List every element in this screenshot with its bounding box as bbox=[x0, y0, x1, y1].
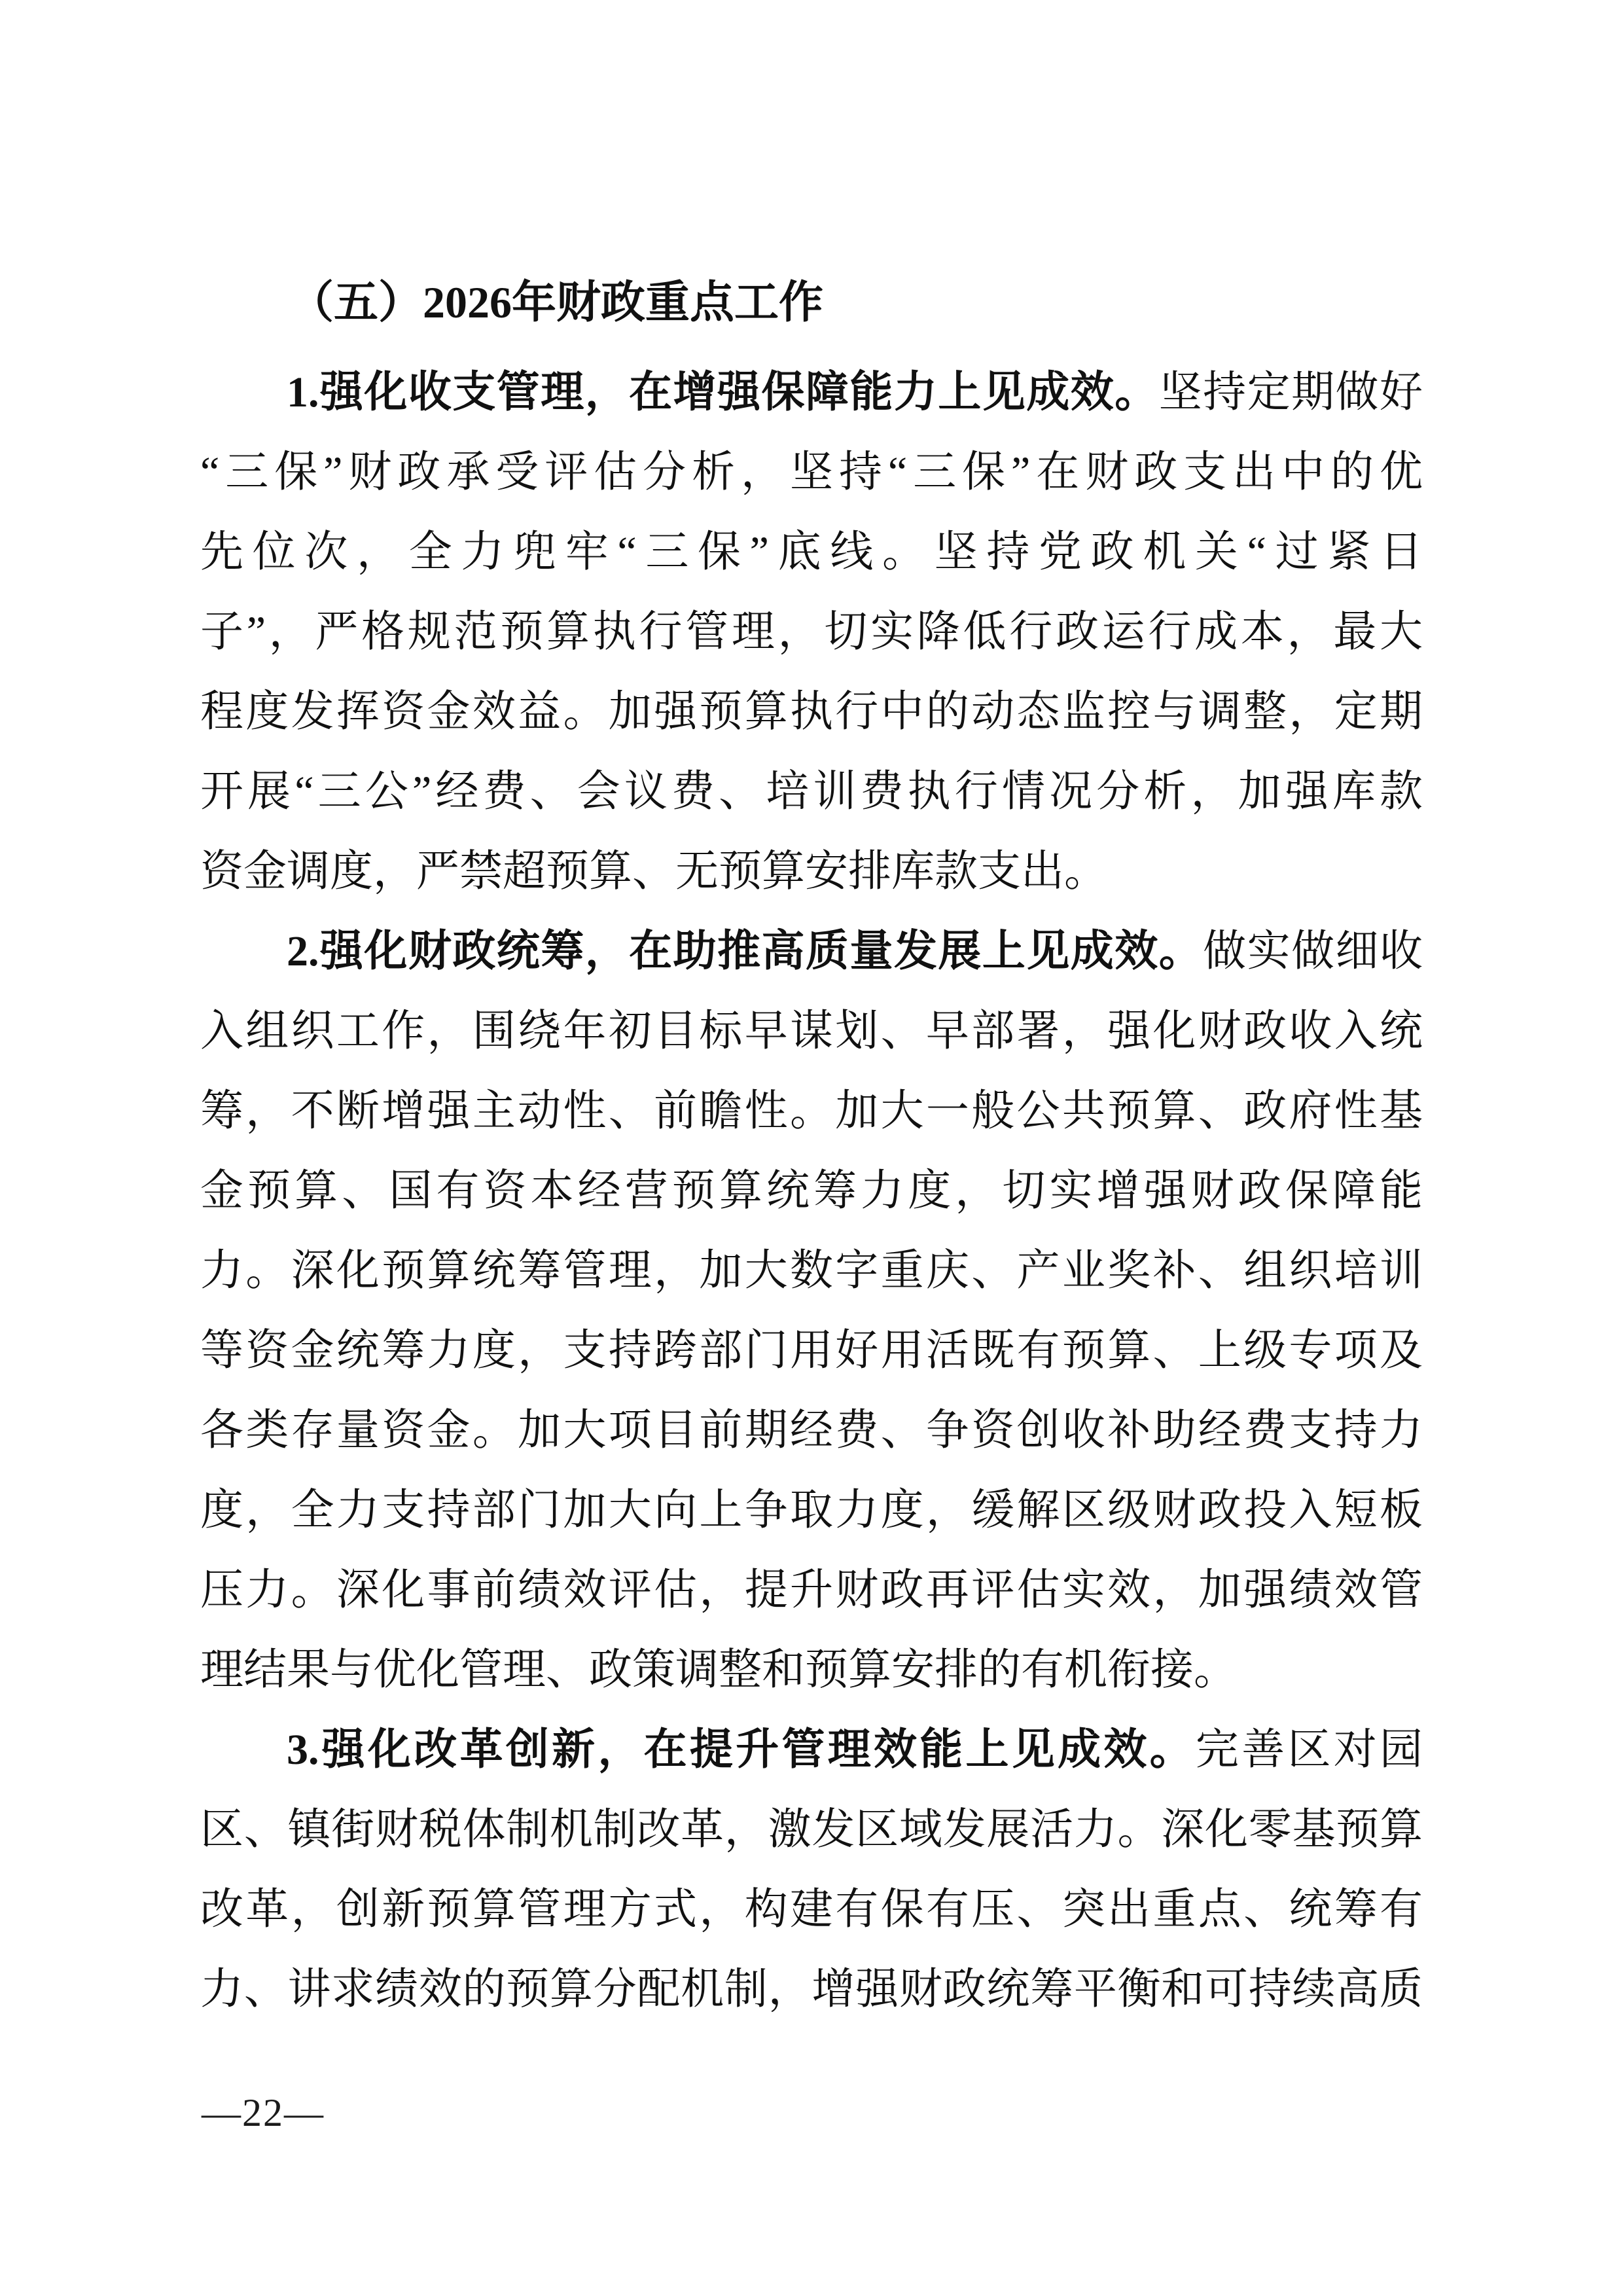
text-line bbox=[200, 1471, 1423, 1551]
text-line bbox=[200, 1151, 1423, 1231]
text-line bbox=[200, 353, 1423, 433]
document-content bbox=[200, 262, 1423, 2030]
text-run: 资金调度，严禁超预算、无预算安排库款支出。 bbox=[200, 848, 1107, 895]
text-run: 度，全力支持部门加大向上争取力度，缓解区级财政投入短板 bbox=[200, 1486, 1423, 1534]
text-run: 压力。深化事前绩效评估，提升财政再评估实效，加强绩效管 bbox=[200, 1566, 1423, 1614]
text-run: 金预算、国有资本经营预算统筹力度，切实增强财政保障能 bbox=[200, 1167, 1423, 1215]
document-body bbox=[200, 353, 1423, 2030]
text-run: 坚持定期做好 bbox=[1158, 368, 1423, 416]
text-line bbox=[200, 832, 1423, 912]
text-run: 改革，创新预算管理方式，构建有保有压、突出重点、统筹有 bbox=[200, 1886, 1423, 1933]
text-run: 各类存量资金。加大项目前期经费、争资创收补助经费支持力 bbox=[200, 1407, 1423, 1454]
text-line bbox=[200, 1551, 1423, 1630]
text-line bbox=[200, 1870, 1423, 1950]
text-line bbox=[200, 992, 1423, 1071]
paragraph bbox=[200, 912, 1423, 1710]
text-line bbox=[200, 1630, 1423, 1710]
text-line bbox=[200, 433, 1423, 512]
text-run: 理结果与优化管理、政策调整和预算安排的有机衔接。 bbox=[200, 1646, 1237, 1694]
paragraph bbox=[200, 353, 1423, 912]
bold-run: 1.强化收支管理，在增强保障能力上见成效。 bbox=[287, 368, 1159, 416]
text-run: 力。深化预算统筹管理，加大数字重庆、产业奖补、组织培训 bbox=[200, 1247, 1423, 1295]
text-run: “三保”财政承受评估分析，坚持“三保”在财政支出中的优 bbox=[200, 448, 1423, 496]
text-line bbox=[200, 1391, 1423, 1471]
page-number: —22— bbox=[202, 2091, 325, 2134]
text-line bbox=[200, 1710, 1423, 1790]
text-run: 入组织工作，围绕年初目标早谋划、早部署，强化财政收入统 bbox=[200, 1007, 1423, 1055]
text-line bbox=[200, 512, 1423, 592]
text-line bbox=[200, 1790, 1423, 1870]
text-run: 子”，严格规范预算执行管理，切实降低行政运行成本，最大 bbox=[200, 608, 1423, 656]
text-line bbox=[200, 752, 1423, 832]
section-heading: （五）2026年财政重点工作 bbox=[289, 278, 824, 327]
text-run: 做实做细收 bbox=[1203, 927, 1423, 975]
text-line bbox=[200, 1950, 1423, 2030]
text-run: 力、讲求绩效的预算分配机制，增强财政统筹平衡和可持续高质 bbox=[200, 1965, 1423, 2013]
text-run: 开展“三公”经费、会议费、培训费执行情况分析，加强库款 bbox=[200, 768, 1423, 816]
paragraph bbox=[200, 1710, 1423, 2030]
text-line bbox=[200, 672, 1423, 752]
text-run: 区、镇街财税体制机制改革，激发区域发展活力。深化零基预算 bbox=[200, 1806, 1423, 1854]
bold-run: 2.强化财政统筹，在助推高质量发展上见成效。 bbox=[287, 927, 1204, 975]
text-run: 等资金统筹力度，支持跨部门用好用活既有预算、上级专项及 bbox=[200, 1327, 1423, 1374]
text-line bbox=[200, 1311, 1423, 1391]
text-line bbox=[200, 1071, 1423, 1151]
text-line bbox=[200, 912, 1423, 992]
text-run: 先位次，全力兜牢“三保”底线。坚持党政机关“过紧日 bbox=[200, 528, 1423, 576]
text-run: 筹，不断增强主动性、前瞻性。加大一般公共预算、政府性基 bbox=[200, 1087, 1423, 1135]
text-run: 程度发挥资金效益。加强预算执行中的动态监控与调整，定期 bbox=[200, 688, 1423, 736]
bold-run: 3.强化改革创新，在提升管理效能上见成效。 bbox=[287, 1726, 1196, 1774]
text-line bbox=[200, 1231, 1423, 1311]
text-line bbox=[200, 592, 1423, 672]
text-run: 完善区对园 bbox=[1195, 1726, 1423, 1774]
